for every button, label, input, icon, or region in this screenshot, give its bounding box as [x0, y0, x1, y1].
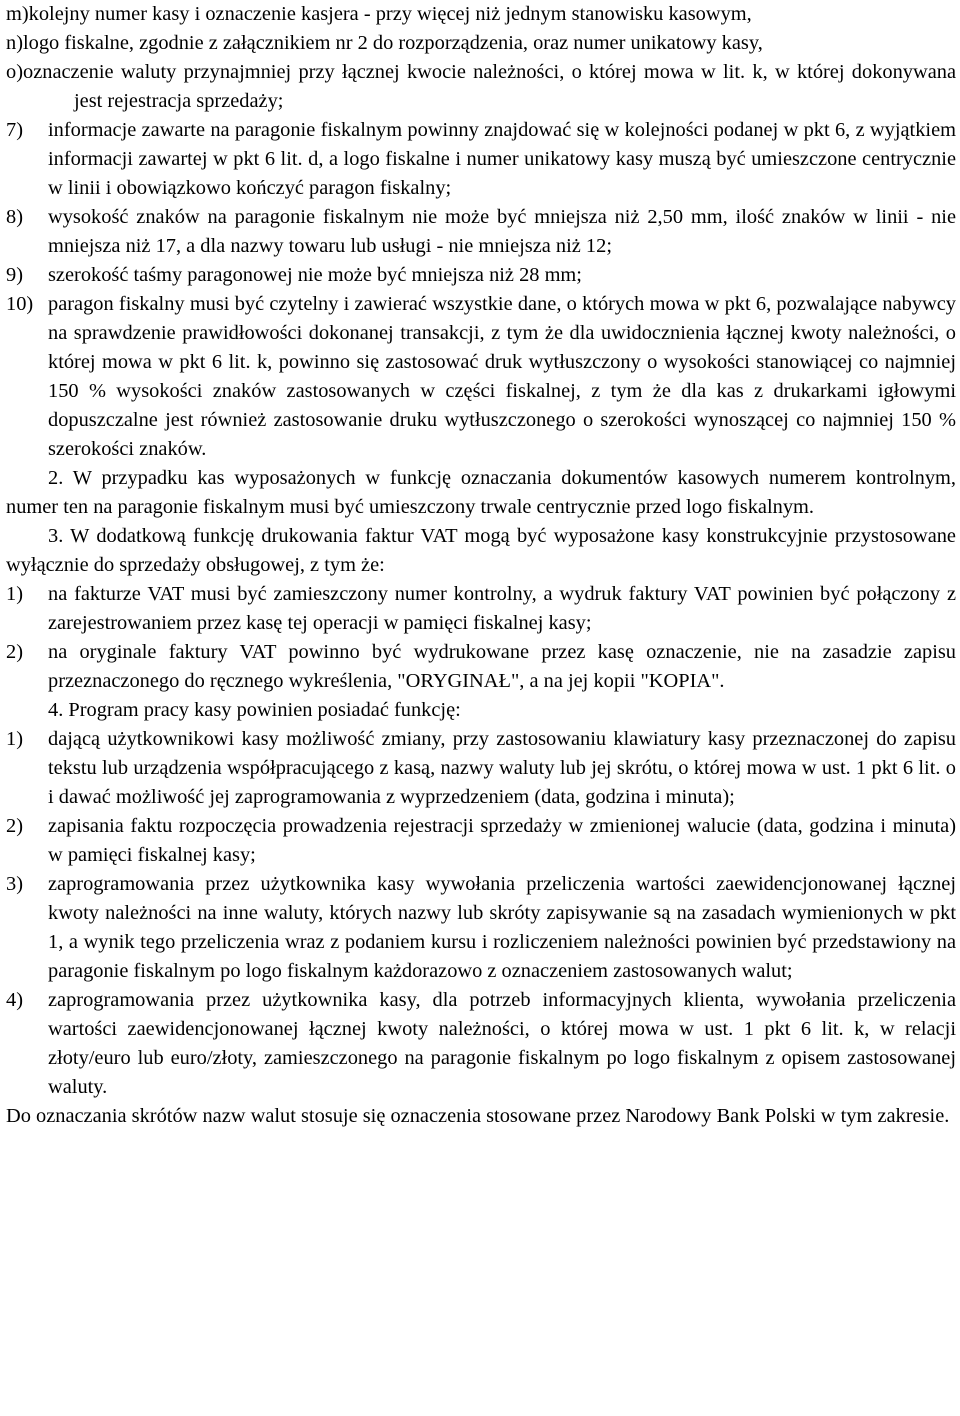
list-item-o: [6, 58, 956, 116]
list-item-text: kolejny numer kasy i oznaczenie kasjera - przy więcej niż jednym stanowisku kasowym,: [28, 3, 752, 25]
list-item-n: [6, 29, 956, 58]
paragraph-2: 2. W przypadku kas wyposażonych w funkcję oznaczania dokumentów kasowych numerem kontrolnym, numer ten na paragonie fiskalnym musi być umieszczony trwale centrycznie przed logo fiskalnym.: [6, 467, 956, 518]
list-marker: 4): [6, 989, 23, 1011]
list-item-text: zaprogramowania przez użytkownika kasy, dla potrzeb informacyjnych klienta, wywołania przeliczenia wartości zaewidencjonowanej łącznej kwoty należności, o której mowa w ust. 1 pkt 6 lit. k, w relacji złoty/euro lub euro/złoty, zamieszczonego na paragonie fiskalnym po logo fiskalnym z opisem zastosowanej waluty.: [48, 989, 956, 1098]
list-item-3-2: [6, 638, 956, 696]
list-marker: 7): [6, 119, 23, 141]
list-item-m: [6, 0, 956, 29]
list-item-text: szerokość taśmy paragonowej nie może być mniejsza niż 28 mm;: [48, 264, 582, 286]
list-item-7: [6, 116, 956, 203]
list-marker: 3): [6, 873, 23, 895]
list-item-text: wysokość znaków na paragonie fiskalnym nie może być mniejsza niż 2,50 mm, ilość znaków w linii - nie mniejsza niż 17, a dla nazwy towaru lub usługi - nie mniejsza niż 12;: [48, 206, 956, 257]
list-marker: 10): [6, 293, 34, 315]
closing-paragraph: Do oznaczania skrótów nazw walut stosuje się oznaczenia stosowane przez Narodowy Bank Polski w tym zakresie.: [6, 1105, 950, 1127]
list-item-text: paragon fiskalny musi być czytelny i zawierać wszystkie dane, o których mowa w pkt 6, pozwalające nabywcy na sprawdzenie prawidłowości dokonanej transakcji, z tym że dla uwidocznienia łącznej kwoty należności, o której mowa w pkt 6 lit. k, powinno się zastosować druk wytłuszczony o wysokości stanowiącej co najmniej 150 % wysokości znaków zastosowanych w części fiskalnej, z tym że dla kas z drukarkami igłowymi dopuszczalne jest również zastosowanie druku wytłuszczonego o szerokości wynoszącej co najmniej 150 % szerokości znaków.: [48, 293, 956, 460]
list-item-text: na fakturze VAT musi być zamieszczony numer kontrolny, a wydruk faktury VAT powinien być połączony z zarejestrowaniem przez kasę tej operacji w pamięci fiskalnej kasy;: [48, 583, 956, 634]
list-item-4-1: [6, 725, 956, 812]
list-marker: 1): [6, 583, 23, 605]
list-item-text: zaprogramowania przez użytkownika kasy wywołania przeliczenia wartości zaewidencjonowanej łącznej kwoty należności na inne waluty, których nazwy lub skróty zapisywanie są na zasadach wymienionych w pkt 1, a wynik tego przeliczenia wraz z podaniem kursu i rozliczeniem należności powinien być przedstawiony na paragonie fiskalnym po logo fiskalnym każdorazowo z oznaczeniem zastosowanych walut;: [48, 873, 956, 982]
list-item-4-2: [6, 812, 956, 870]
list-marker: 2): [6, 641, 23, 663]
list-marker: o): [6, 61, 23, 83]
list-item-8: [6, 203, 956, 261]
list-item-text: logo fiskalne, zgodnie z załącznikiem nr 2 do rozporządzenia, oraz numer unikatowy kasy,: [23, 32, 763, 54]
list-item-10: [6, 290, 956, 464]
list-marker: n): [6, 32, 23, 54]
list-item-4-3: [6, 870, 956, 986]
list-marker: 2): [6, 815, 23, 837]
list-marker: 8): [6, 206, 23, 228]
list-item-4-4: [6, 986, 956, 1102]
list-item-3-1: [6, 580, 956, 638]
document-page: [6, 0, 956, 1131]
paragraph-4: 4. Program pracy kasy powinien posiadać funkcję:: [48, 699, 461, 721]
list-item-text: na oryginale faktury VAT powinno być wydrukowane przez kasę oznaczenie, nie na zasadzie zapisu przeznaczonego do ręcznego wykreślenia, "ORYGINAŁ", a na jej kopii "KOPIA".: [48, 641, 956, 692]
list-item-text: dającą użytkownikowi kasy możliwość zmiany, przy zastosowaniu klawiatury kasy przeznaczonej do zapisu tekstu lub urządzenia współpracującego z kasą, nazwy waluty lub jej skrótu, o której mowa w ust. 1 pkt 6 lit. o i dawać możliwość jej zaprogramowania z wyprzedzeniem (data, godzina i minuta);: [48, 728, 956, 808]
list-marker: m): [6, 3, 29, 25]
list-item-text: zapisania faktu rozpoczęcia prowadzenia rejestracji sprzedaży w zmienionej walucie (data, godzina i minuta) w pamięci fiskalnej kasy;: [48, 815, 956, 866]
list-item-9: [6, 261, 956, 290]
list-item-text: informacje zawarte na paragonie fiskalnym powinny znajdować się w kolejności podanej w pkt 6, z wyjątkiem informacji zawartej w pkt 6 lit. d, a logo fiskalne i numer unikatowy kasy muszą być umieszczone centrycznie w linii i obowiązkowo kończyć paragon fiskalny;: [48, 119, 956, 199]
list-item-text: oznaczenie waluty przynajmniej przy łącznej kwocie należności, o której mowa w lit. k, w której dokonywana jest rejestracja sprzedaży;: [23, 61, 956, 112]
paragraph-3: 3. W dodatkową funkcję drukowania faktur VAT mogą być wyposażone kasy konstrukcyjnie przystosowane wyłącznie do sprzedaży obsługowej, z tym że:: [6, 525, 956, 576]
list-marker: 9): [6, 264, 23, 286]
list-marker: 1): [6, 728, 23, 750]
